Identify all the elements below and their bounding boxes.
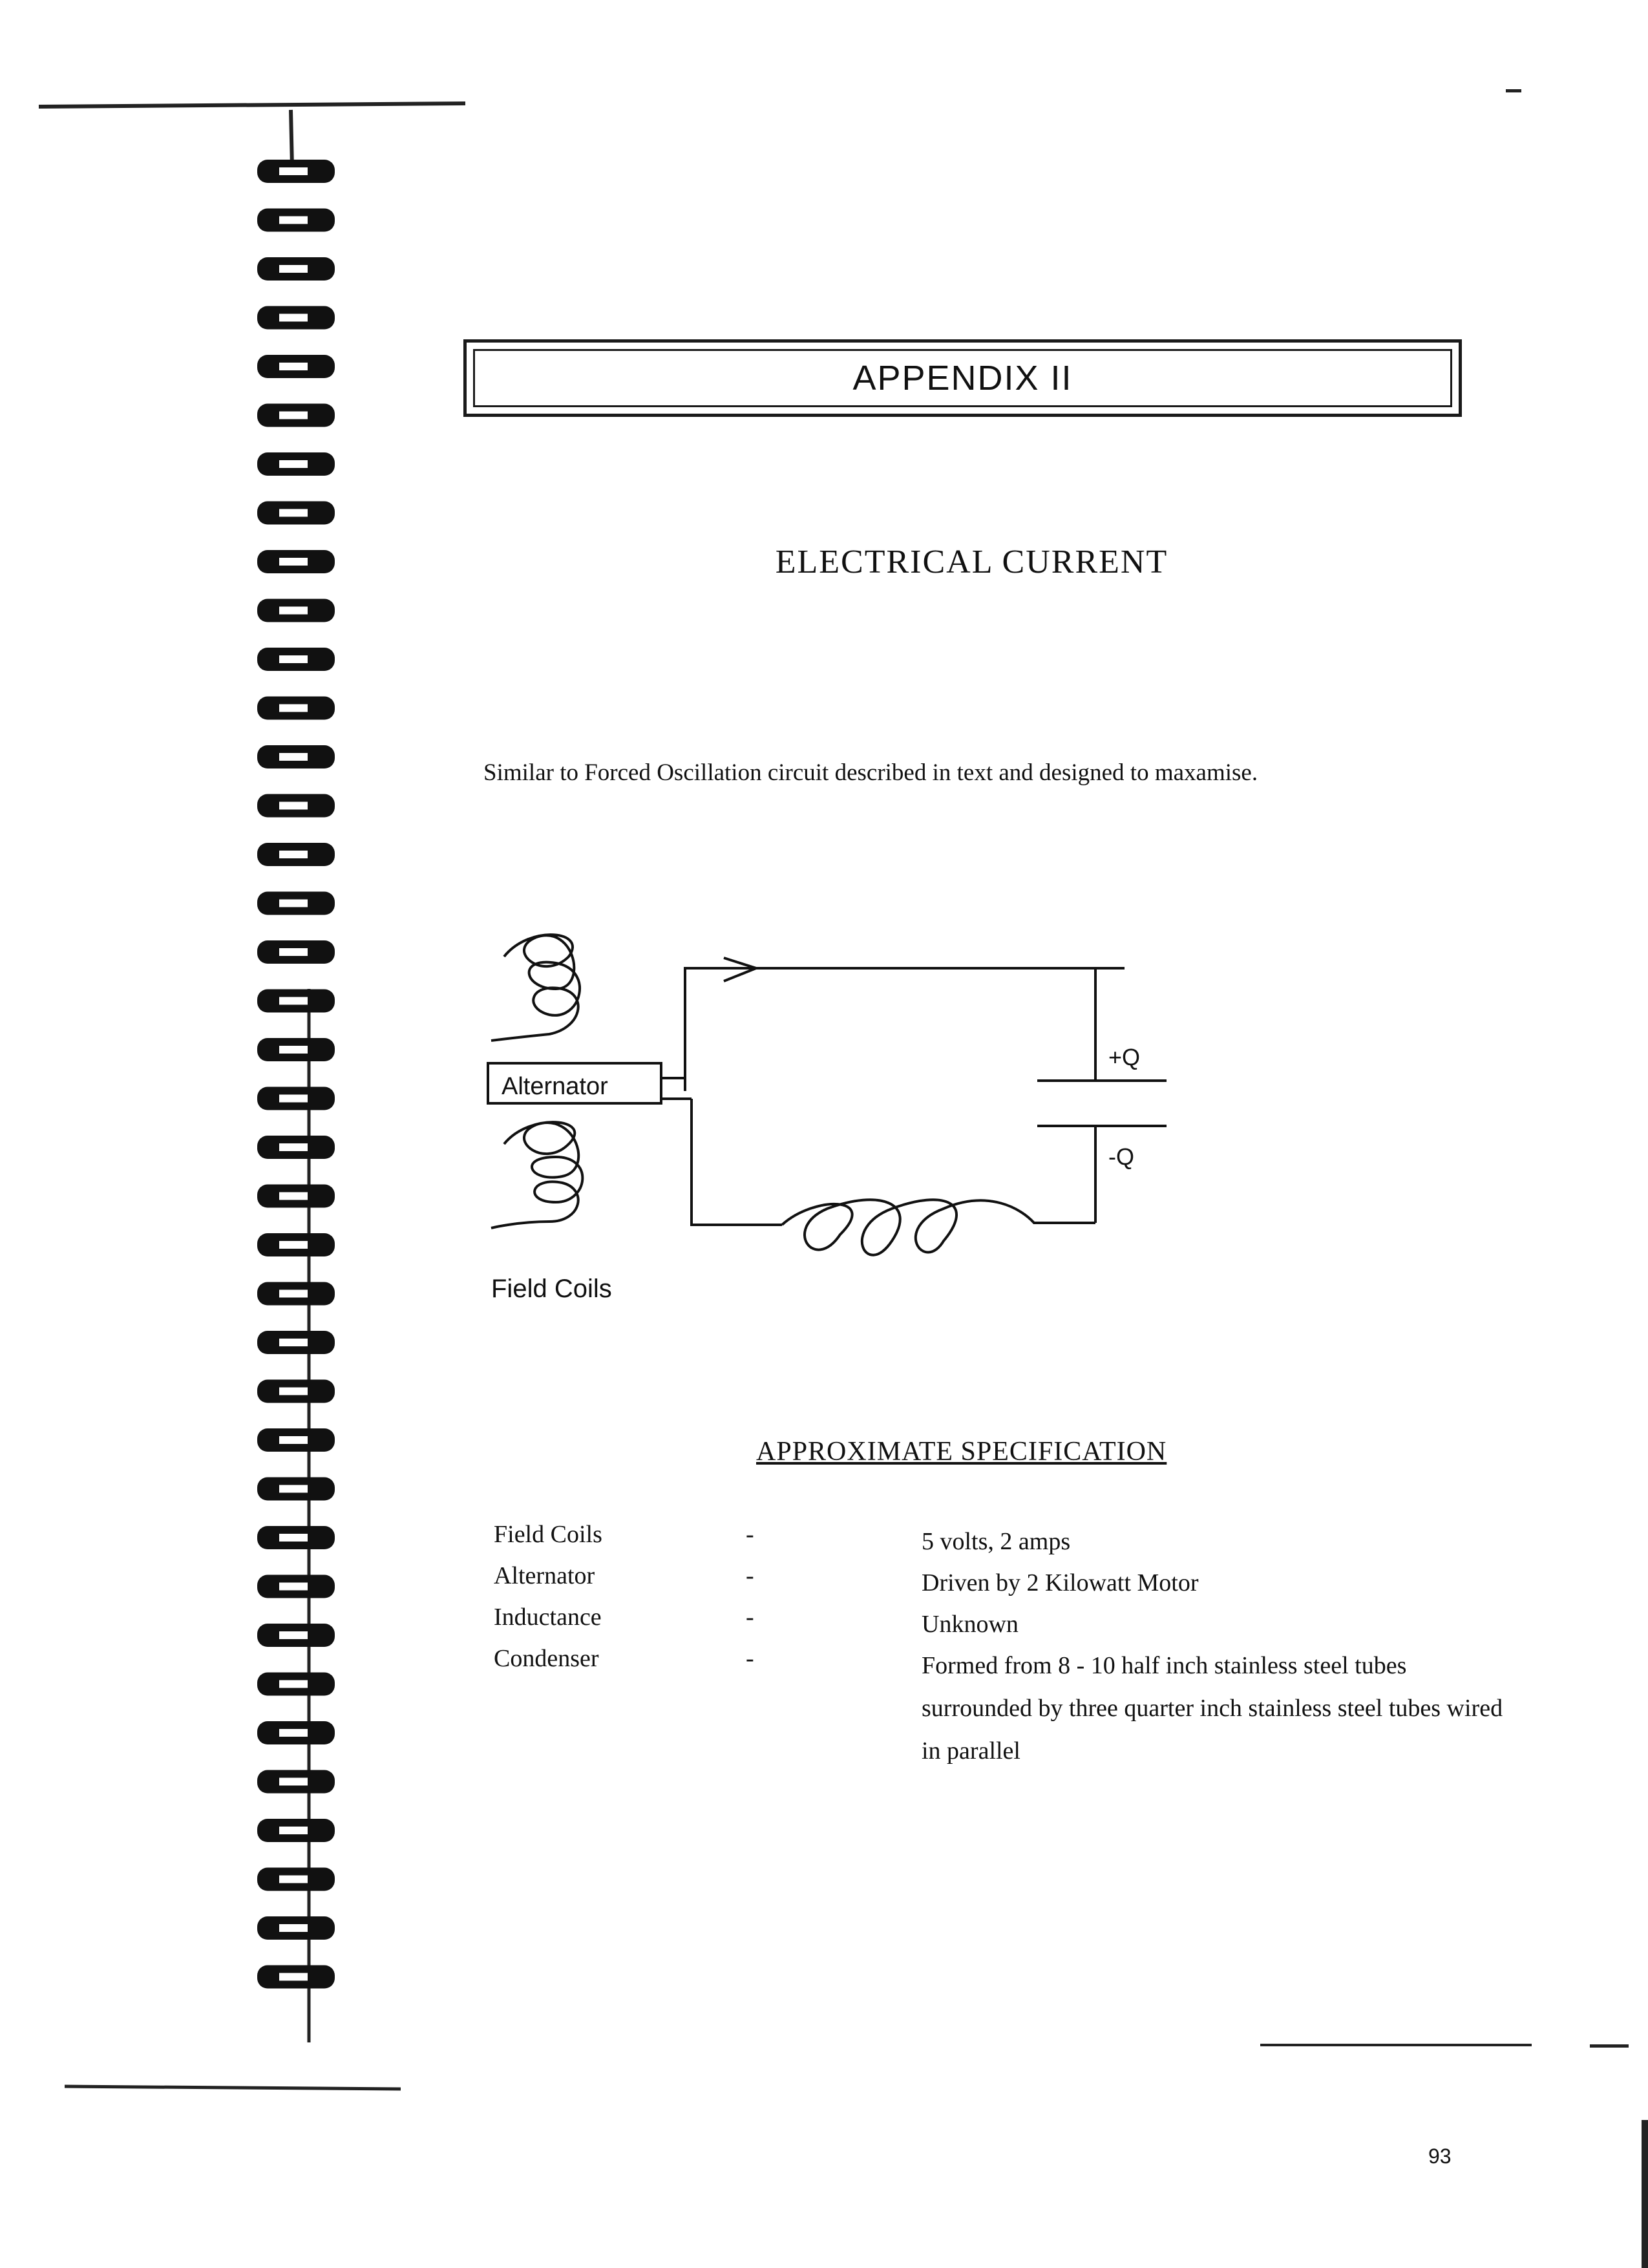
spiral-ring-hole [279, 363, 308, 370]
minus-q-label: -Q [1108, 1143, 1134, 1170]
appendix-title: APPENDIX II [852, 359, 1073, 397]
circuit-diagram [478, 911, 1215, 1325]
spec-value: Driven by 2 Kilowatt Motor [922, 1569, 1199, 1596]
field-coils-label: Field Coils [491, 1275, 612, 1303]
spiral-ring-hole [279, 1778, 308, 1786]
scan-mark [1506, 89, 1521, 92]
spiral-ring-hole [279, 1436, 308, 1444]
spiral-ring-hole [279, 460, 308, 468]
field-coil-bottom-icon [491, 1122, 582, 1228]
spiral-ring-hole [279, 607, 308, 615]
spiral-ring-hole [279, 265, 308, 273]
scan-mark [1642, 2120, 1648, 2268]
spec-value: Formed from 8 - 10 half inch stainless steel tubes surrounded by three quarter inch stainless steel tubes wired in parallel [922, 1652, 1503, 1765]
plus-q-label: +Q [1108, 1044, 1141, 1070]
spiral-ring-hole [279, 997, 308, 1005]
spiral-ring-hole [279, 1729, 308, 1737]
field-coil-top-icon [491, 935, 580, 1041]
spiral-binding [0, 0, 465, 2268]
inductor-coil-icon [782, 1200, 1095, 1255]
spiral-ring-hole [279, 1192, 308, 1200]
spiral-ring-hole [279, 217, 308, 224]
spec-name: Condenser [494, 1645, 599, 1672]
spiral-ring-hole [279, 802, 308, 810]
spiral-ring-hole [279, 1143, 308, 1151]
spec-name: Field Coils [494, 1521, 602, 1548]
scan-mark [1590, 2044, 1629, 2048]
scan-mark [1260, 2044, 1532, 2046]
spiral-ring-hole [279, 1924, 308, 1932]
spiral-ring-hole [279, 851, 308, 858]
spiral-ring-hole [279, 705, 308, 712]
spiral-ring-hole [279, 314, 308, 322]
spiral-ring-hole [279, 1631, 308, 1639]
spiral-ring-hole [279, 655, 308, 663]
spiral-ring-hole [279, 1583, 308, 1591]
spiral-ring-hole [279, 1095, 308, 1103]
spiral-ring-hole [279, 1290, 308, 1298]
spiral-ring-hole [279, 1241, 308, 1249]
section-title: ELECTRICAL CURRENT [775, 544, 1168, 580]
spec-name: Alternator [494, 1562, 595, 1589]
spiral-ring-hole [279, 1046, 308, 1054]
specification-title: APPROXIMATE SPECIFICATION [756, 1437, 1167, 1467]
spiral-ring-hole [279, 1485, 308, 1493]
spiral-ring-hole [279, 1388, 308, 1395]
spiral-ring-hole [279, 167, 308, 175]
spiral-ring-hole [279, 1876, 308, 1883]
spec-dash: - [746, 1562, 754, 1589]
spiral-ring-hole [279, 558, 308, 566]
spec-dash: - [746, 1645, 754, 1672]
spiral-ring-hole [279, 1680, 308, 1688]
spiral-ring-hole [279, 753, 308, 761]
spiral-ring-hole [279, 509, 308, 517]
intro-paragraph: Similar to Forced Oscillation circuit described in text and designed to maxamise. [483, 759, 1258, 786]
spec-dash: - [746, 1604, 754, 1631]
page-number: 93 [1428, 2145, 1452, 2168]
spiral-ring-hole [279, 1827, 308, 1834]
spec-value: 5 volts, 2 amps [922, 1528, 1071, 1555]
spiral-ring-hole [279, 1534, 308, 1542]
spec-dash: - [746, 1521, 754, 1548]
alternator-label: Alternator [502, 1073, 608, 1100]
spiral-ring-hole [279, 412, 308, 419]
spiral-ring-hole [279, 1339, 308, 1346]
spiral-ring-hole [279, 900, 308, 907]
spec-name: Inductance [494, 1604, 602, 1631]
spec-value: Unknown [922, 1611, 1019, 1638]
spiral-ring-hole [279, 1973, 308, 1981]
spiral-ring-hole [279, 948, 308, 956]
